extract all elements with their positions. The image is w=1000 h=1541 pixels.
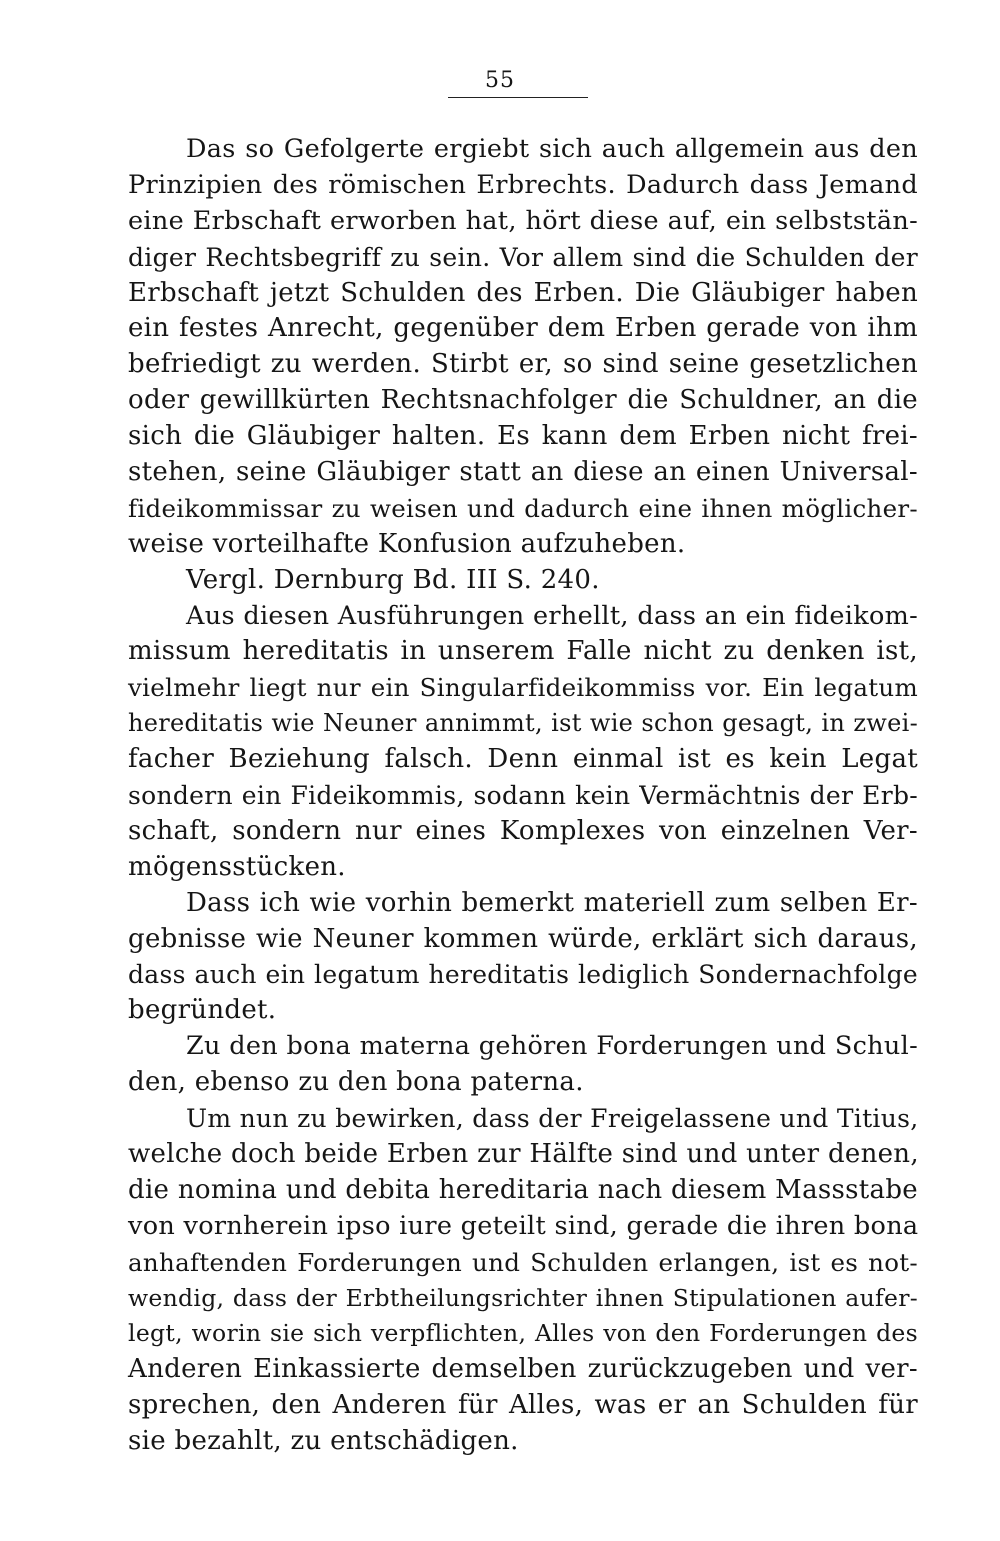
text-line: welche doch beide Erben zur Hälfte sind und unter denen, [128,1138,919,1169]
text-line: Zu den bona materna gehören Forderungen und Schul- [186,1031,918,1062]
text-line: facher Beziehung falsch. Denn einmal ist es kein Legat [128,744,918,775]
text-line: vielmehr liegt nur ein Singularfideikommiss vor. Ein legatum [128,673,918,703]
text-line: Dass ich wie vorhin bemerkt materiell zum selben Er- [186,887,918,918]
text-line: ein festes Anrecht, gegenüber dem Erben gerade von ihm [128,313,918,344]
text-line: wendig, dass der Erbtheilungsrichter ihnen Stipulationen aufer- [128,1283,918,1312]
text-line: begründet. [128,995,277,1026]
text-line: den, ebenso zu den bona paterna. [128,1067,584,1098]
text-line: diger Rechtsbegriff zu sein. Vor allem sind die Schulden der [128,242,918,272]
text-line: weise vorteilhafte Konfusion aufzuheben. [128,528,686,559]
text-line: Anderen Einkassierte demselben zurückzugeben und ver- [128,1354,918,1385]
text-line: hereditatis wie Neuner annimmt, ist wie schon gesagt, in zwei- [128,709,918,738]
text-line: missum hereditatis in unserem Falle nicht zu denken ist, [128,636,918,667]
text-line: befriedigt zu werden. Stirbt er, so sind seine gesetzlichen [128,349,918,380]
text-line: gebnisse wie Neuner kommen würde, erklärt sich daraus, [128,923,918,954]
body-text [128,132,918,1460]
text-line: mögensstücken. [128,851,346,882]
text-line: sie bezahlt, zu entschädigen. [128,1426,519,1457]
text-line: die nomina und debita hereditaria nach diesem Massstabe [128,1174,918,1205]
text-line: Erbschaft jetzt Schulden des Erben. Die Gläubiger haben [128,277,918,308]
header-rule [448,97,588,98]
page-number: 55 [485,68,515,93]
text-line: schaft, sondern nur eines Komplexes von einzelnen Ver- [128,815,918,846]
text-line: eine Erbschaft erworben hat, hört diese auf, ein selbststän- [128,205,918,236]
text-line: Vergl. Dernburg Bd. III S. 240. [186,564,600,595]
text-line: sich die Gläubiger halten. Es kann dem Erben nicht frei- [128,421,918,452]
text-line: anhaftenden Forderungen und Schulden erlangen, ist es not- [128,1247,918,1277]
text-line: von vornherein ipso iure geteilt sind, gerade die ihren bona [128,1210,919,1241]
text-line: sondern ein Fideikommis, sodann kein Vermächtnis der Erb- [128,781,918,811]
text-line: stehen, seine Gläubiger statt an diese an einen Universal- [128,457,918,488]
text-line: Um nun zu bewirken, dass der Freigelassene und Titius, [186,1104,919,1134]
text-line: Prinzipien des römischen Erbrechts. Dadurch dass Jemand [128,169,918,200]
text-line: fideikommissar zu weisen und dadurch eine ihnen möglicher- [128,493,918,523]
text-line: dass auch ein legatum hereditatis lediglich Sondernachfolge [128,960,918,990]
text-line: legt, worin sie sich verpflichten, Alles von den Forderungen des [128,1319,918,1348]
text-line: Aus diesen Ausführungen erhellt, dass an ein fideikom- [186,600,918,631]
text-line: oder gewillkürten Rechtsnachfolger die Schuldner, an die [128,385,918,416]
text-line: Das so Gefolgerte ergiebt sich auch allgemein aus den [186,134,918,164]
text-line: sprechen, den Anderen für Alles, was er an Schulden für [128,1390,918,1421]
